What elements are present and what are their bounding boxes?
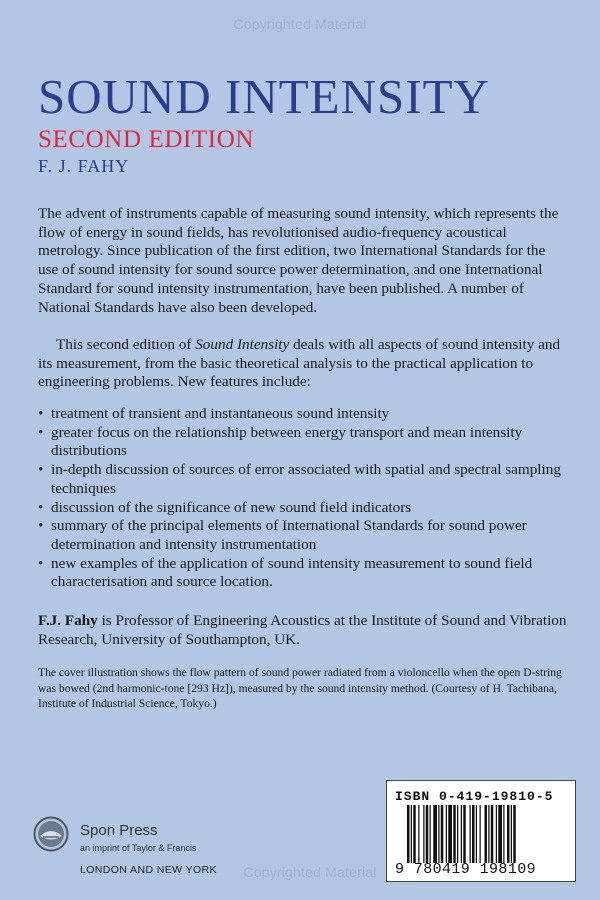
isbn-barcode-box	[386, 780, 576, 882]
barcode-bar	[488, 805, 489, 863]
barcode-bar	[411, 805, 412, 863]
book-title-italic: Sound Intensity	[195, 336, 290, 353]
barcode-bar	[413, 805, 416, 863]
bio-text: is Professor of Engineering Acoustics at the Institute of Sound and Vibration Research, University of Southampton, UK.	[38, 612, 567, 648]
list-item	[38, 461, 578, 498]
barcode-bar	[498, 805, 502, 863]
barcode-bar	[496, 805, 497, 863]
barcode-bar	[485, 805, 488, 863]
publisher-city: LONDON AND NEW YORK	[80, 864, 217, 876]
barcode-bar	[448, 805, 452, 863]
barcode-bar	[491, 805, 494, 863]
publisher-name: Spon Press	[80, 822, 158, 839]
feature-text: discussion of the significance of new sound field indicators	[51, 498, 412, 516]
bullet-icon: •	[38, 498, 44, 516]
publisher-subtitle: an imprint of Taylor & Francis	[80, 843, 197, 853]
barcode-bar	[430, 805, 431, 863]
features-list	[38, 405, 578, 592]
list-item	[38, 555, 578, 592]
second-paragraph-before: This second edition of	[56, 336, 196, 353]
watermark-top: Copyrighted Material	[233, 16, 367, 32]
cover-caption: The cover illustration shows the flow pattern of sound power radiated from a violoncello when the open D-string was bowed (2nd harmonic-tone [293 Hz]), measured by the sound intensity method. (Courtesy of H. Tachibana, Institute of Industrial Science, Tokyo.)	[38, 666, 562, 711]
feature-text: summary of the principal elements of International Standards for sound power determination and intensity instrumentation	[51, 517, 527, 553]
barcode-bar	[470, 805, 471, 863]
second-paragraph	[38, 336, 568, 392]
barcode-bar	[480, 805, 481, 863]
author-bio	[38, 612, 568, 649]
second-paragraph-after: deals with all aspects of sound intensity and its measurement, from the basic theoretical analysis to the practical application to engineering problems. New features include:	[38, 336, 561, 391]
feature-text: treatment of transient and instantaneous sound intensity	[51, 405, 390, 422]
isbn-digits: 9 780419 198109	[395, 861, 537, 878]
author-name: F. J. FAHY	[38, 156, 130, 176]
bio-name: F.J. Fahy	[38, 612, 98, 629]
barcode-bar	[438, 805, 439, 863]
bullet-icon: •	[38, 423, 44, 441]
book-title: SOUND INTENSITY	[38, 69, 490, 124]
isbn-label: ISBN 0-419-19810-5	[395, 789, 554, 804]
bullet-icon: •	[38, 405, 44, 422]
list-item	[38, 517, 578, 554]
barcode-bar	[426, 805, 429, 863]
barcode-bar	[418, 805, 419, 863]
bullet-icon: •	[38, 461, 44, 479]
barcode-bar	[407, 805, 410, 863]
barcode-bar	[463, 805, 466, 863]
spon-press-logo-icon	[33, 816, 69, 852]
bullet-icon: •	[38, 554, 44, 572]
feature-text: new examples of the application of sound intensity measurement to sound field characterisation and source location.	[51, 554, 533, 591]
feature-text: in-depth discussion of sources of error associated with spatial and spectral sampling techniques	[51, 461, 561, 497]
barcode-bar	[472, 805, 475, 863]
barcode-bar	[513, 805, 516, 863]
barcode-bar	[507, 805, 510, 863]
feature-text: greater focus on the relationship between energy transport and mean intensity distributions	[51, 423, 523, 460]
barcode-bar	[461, 805, 462, 863]
list-item	[38, 499, 578, 518]
barcode-bar	[423, 805, 424, 863]
watermark-bottom: Copyrighted Material	[243, 864, 377, 880]
barcode-bar	[446, 805, 447, 863]
list-item	[38, 405, 578, 424]
barcode-bar	[476, 805, 477, 863]
barcode	[407, 805, 557, 863]
list-item	[38, 424, 578, 461]
bullet-icon: •	[38, 517, 44, 535]
barcode-bar	[457, 805, 458, 863]
intro-paragraph: The advent of instruments capable of measuring sound intensity, which represents the flow of energy in sound fields, has revolutionised audio-frequency acoustical metrology. Since publication of the first edition, two International Standards for the use of sound intensity for sound source power determination, and one International Standard for sound intensity instrumentation, have been published. A number of National Standards have also been developed.	[38, 205, 559, 316]
barcode-bar	[511, 805, 512, 863]
barcode-bar	[433, 805, 437, 863]
barcode-bar	[441, 805, 444, 863]
barcode-bar	[453, 805, 456, 863]
edition-label: SECOND EDITION	[38, 126, 255, 153]
barcode-bar	[503, 805, 504, 863]
